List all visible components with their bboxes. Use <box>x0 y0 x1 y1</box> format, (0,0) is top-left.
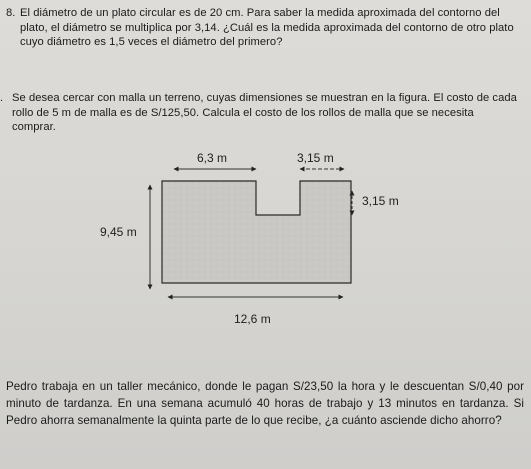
problem-text: Pedro trabaja en un taller mecánico, donde le pagan S/23,50 la hora y le descuentan S/0,40 por minuto de tardanza. En una semana acumuló 40 horas de trabajo y 13 minutos en tardanza. Si Pedro ahorra semanalmente la quinta parte de lo que recibe, ¿a cuánto asciende dicho ahorro? <box>6 380 524 428</box>
problem-10 <box>6 378 524 430</box>
problem-number: 8. <box>6 7 16 19</box>
label-notch-width: 3,15 m <box>297 151 334 165</box>
problem-9 <box>0 91 520 135</box>
label-notch-depth: 3,15 m <box>362 194 399 208</box>
problem-8 <box>6 6 521 50</box>
terrain-figure <box>96 145 416 335</box>
problem-text: Se desea cercar con malla un terreno, cuyas dimensiones se muestran en la figura. El costo de cada rollo de 5 m de malla es de S/125,50. Calcula el costo de los rollos de malla que se necesita comprar. <box>12 92 517 134</box>
terrain-shape <box>162 181 351 283</box>
problem-number: . <box>0 92 4 104</box>
label-top-left: 6,3 m <box>197 151 228 165</box>
label-bottom: 12,6 m <box>234 312 271 326</box>
label-height: 9,45 m <box>100 225 137 239</box>
problem-text: El diámetro de un plato circular es de 20 cm. Para saber la medida aproximada del contorno del plato, el diámetro se multiplica por 3,14. ¿Cuál es la medida aproximada del contorno de otro plato cuyo diámetro es 1,5 veces el diámetro del primero? <box>20 7 514 49</box>
